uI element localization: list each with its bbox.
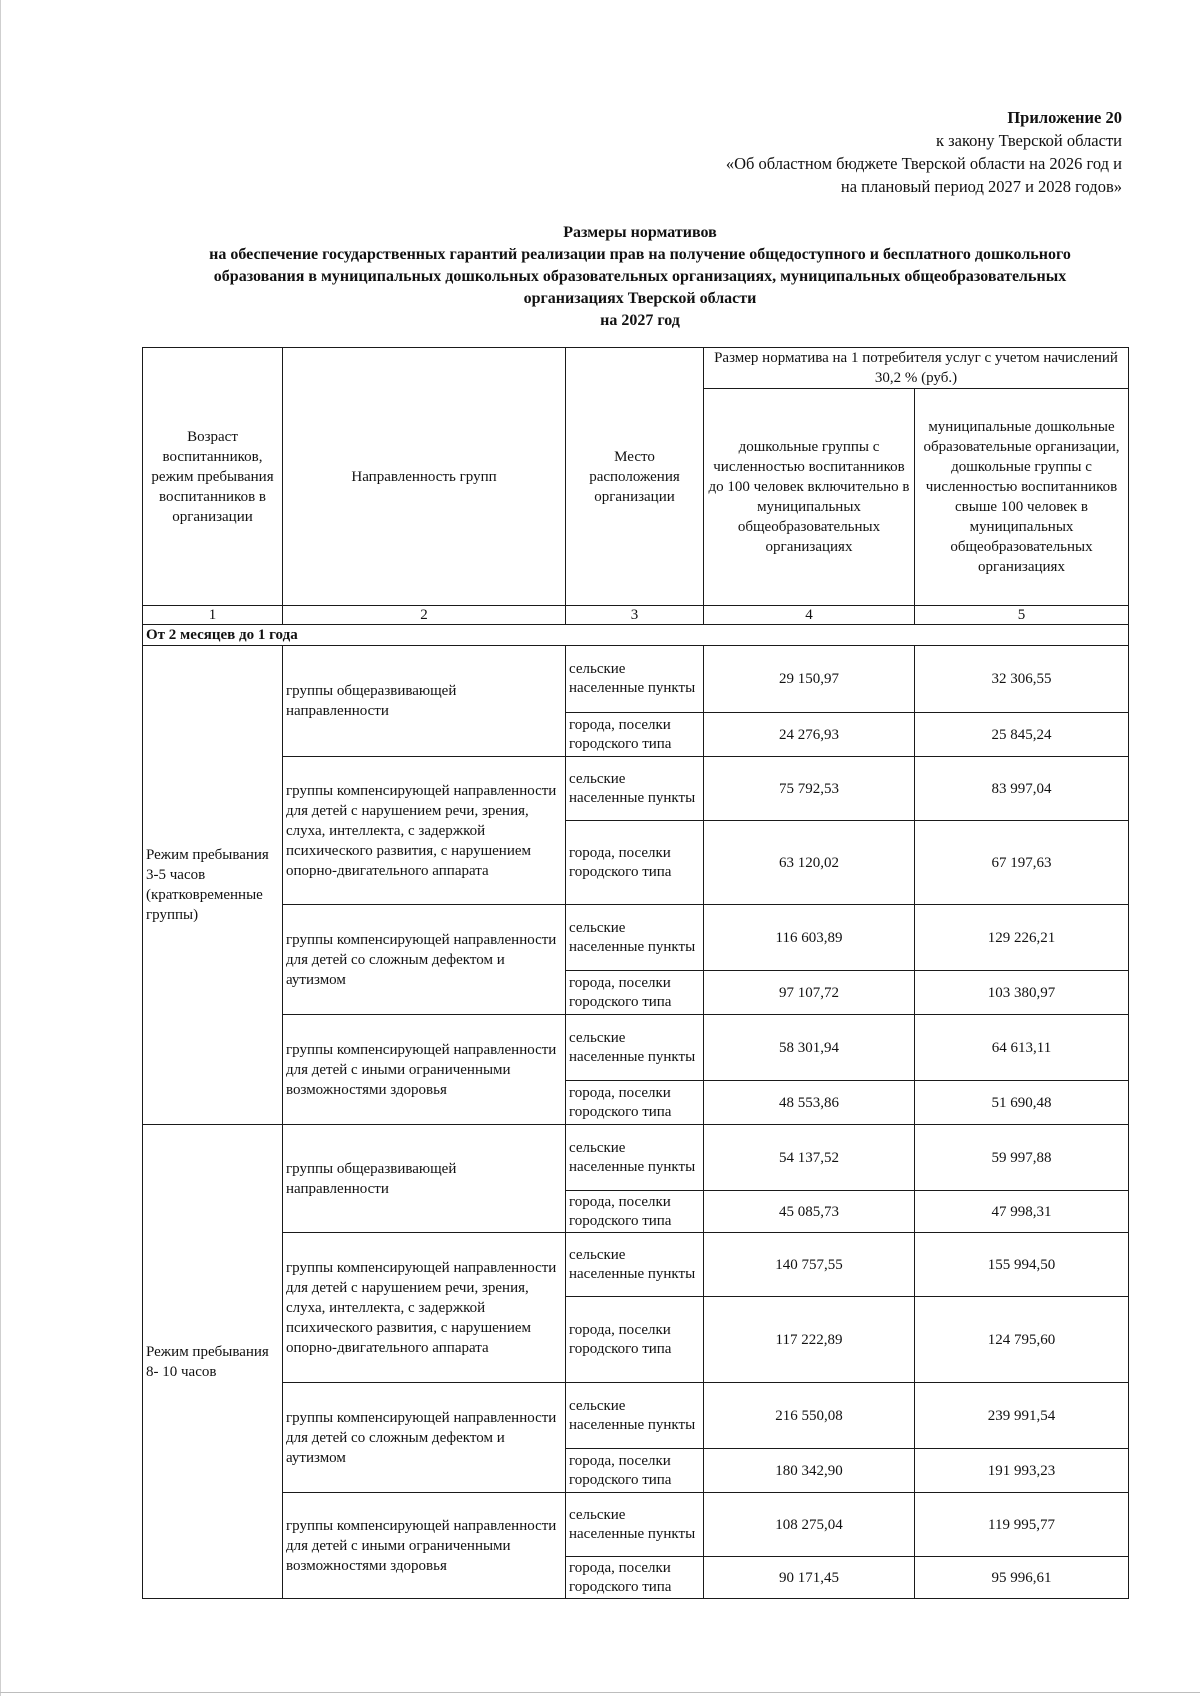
value-cell: 67 197,63 [915, 821, 1129, 905]
value-cell: 83 997,04 [915, 757, 1129, 821]
place-rural: сельские населенные пункты [566, 905, 704, 971]
value-cell: 95 996,61 [915, 1557, 1129, 1599]
place-rural: сельские населенные пункты [566, 1015, 704, 1081]
place-rural: сельские населенные пункты [566, 1383, 704, 1449]
title-line-1: Размеры нормативов [563, 224, 717, 241]
value-cell: 239 991,54 [915, 1383, 1129, 1449]
table-row [143, 1233, 1129, 1297]
group-autism: группы компенсирующей направленности для детей со сложным дефектом и аутизмом [283, 1383, 566, 1493]
mode-short: Режим пребывания 3-5 часов (кратковременные группы) [143, 646, 283, 1125]
table-row [143, 646, 1129, 713]
value-cell: 129 226,21 [915, 905, 1129, 971]
title-line-4: организациях Тверской области [523, 290, 757, 307]
place-urban: города, поселки городского типа [566, 1297, 704, 1383]
column-numbers-row [143, 606, 1129, 625]
col-number: 1 [143, 606, 283, 625]
value-cell: 29 150,97 [704, 646, 915, 713]
value-cell: 25 845,24 [915, 713, 1129, 757]
value-cell: 90 171,45 [704, 1557, 915, 1599]
value-cell: 140 757,55 [704, 1233, 915, 1297]
appendix-title: Приложение 20 [1007, 108, 1122, 127]
value-cell: 108 275,04 [704, 1493, 915, 1557]
document-title [140, 222, 1140, 332]
place-urban: города, поселки городского типа [566, 1191, 704, 1233]
header-col4: дошкольные группы с численностью воспитанников до 100 человек включительно в муниципальных общеобразовательных организациях [704, 389, 915, 606]
scan-edge-left [0, 0, 1, 1696]
group-other: группы компенсирующей направленности для детей с иными ограниченными возможностями здоровья [283, 1015, 566, 1125]
value-cell: 24 276,93 [704, 713, 915, 757]
header-direction: Направленность групп [283, 348, 566, 606]
value-cell: 32 306,55 [915, 646, 1129, 713]
place-urban: города, поселки городского типа [566, 821, 704, 905]
col-number: 2 [283, 606, 566, 625]
table-row [143, 905, 1129, 971]
value-cell: 97 107,72 [704, 971, 915, 1015]
group-general: группы общеразвивающей направленности [283, 646, 566, 757]
place-urban: города, поселки городского типа [566, 713, 704, 757]
header-col5: муниципальные дошкольные образовательные организации, дошкольные группы с численностью воспитанников свыше 100 человек в муниципальных общеобразовательных организациях [915, 389, 1129, 606]
appendix-line-1: к закону Тверской области [935, 131, 1122, 150]
value-cell: 180 342,90 [704, 1449, 915, 1493]
mode-full: Режим пребывания 8- 10 часов [143, 1125, 283, 1599]
place-rural: сельские населенные пункты [566, 757, 704, 821]
table-row [143, 1125, 1129, 1191]
appendix-line-2: «Об областном бюджете Тверской области на 2026 год и [725, 154, 1122, 173]
value-cell: 58 301,94 [704, 1015, 915, 1081]
header-place: Место расположения организации [566, 348, 704, 606]
place-urban: города, поселки городского типа [566, 971, 704, 1015]
value-cell: 117 222,89 [704, 1297, 915, 1383]
place-urban: города, поселки городского типа [566, 1081, 704, 1125]
value-cell: 103 380,97 [915, 971, 1129, 1015]
value-cell: 64 613,11 [915, 1015, 1129, 1081]
col-number: 4 [704, 606, 915, 625]
table-row [143, 757, 1129, 821]
group-speech: группы компенсирующей направленности для детей с нарушением речи, зрения, слуха, интеллекта, с задержкой психического развития, с нарушением опорно-двигательного аппарата [283, 757, 566, 905]
value-cell: 54 137,52 [704, 1125, 915, 1191]
group-general: группы общеразвивающей направленности [283, 1125, 566, 1233]
group-speech: группы компенсирующей направленности для детей с нарушением речи, зрения, слуха, интеллекта, с задержкой психического развития, с нарушением опорно-двигательного аппарата [283, 1233, 566, 1383]
section-title: От 2 месяцев до 1 года [143, 625, 1129, 646]
col-number: 3 [566, 606, 704, 625]
value-cell: 51 690,48 [915, 1081, 1129, 1125]
value-cell: 124 795,60 [915, 1297, 1129, 1383]
value-cell: 47 998,31 [915, 1191, 1129, 1233]
value-cell: 45 085,73 [704, 1191, 915, 1233]
appendix-header [562, 106, 1122, 198]
place-urban: города, поселки городского типа [566, 1557, 704, 1599]
value-cell: 75 792,53 [704, 757, 915, 821]
value-cell: 155 994,50 [915, 1233, 1129, 1297]
norms-table [142, 347, 1129, 1599]
appendix-line-3: на плановый период 2027 и 2028 годов» [840, 177, 1122, 196]
value-cell: 116 603,89 [704, 905, 915, 971]
group-autism: группы компенсирующей направленности для детей со сложным дефектом и аутизмом [283, 905, 566, 1015]
place-rural: сельские населенные пункты [566, 1233, 704, 1297]
value-cell: 216 550,08 [704, 1383, 915, 1449]
table-row [143, 1015, 1129, 1081]
place-rural: сельские населенные пункты [566, 646, 704, 713]
value-cell: 59 997,88 [915, 1125, 1129, 1191]
section-row [143, 625, 1129, 646]
value-cell: 191 993,23 [915, 1449, 1129, 1493]
title-line-5: на 2027 год [600, 312, 680, 329]
header-age: Возраст воспитанников, режим пребывания воспитанников в организации [143, 348, 283, 606]
place-rural: сельские населенные пункты [566, 1493, 704, 1557]
value-cell: 63 120,02 [704, 821, 915, 905]
header-norm: Размер норматива на 1 потребителя услуг с учетом начислений 30,2 % (руб.) [704, 348, 1129, 389]
group-other: группы компенсирующей направленности для детей с иными ограниченными возможностями здоровья [283, 1493, 566, 1599]
col-number: 5 [915, 606, 1129, 625]
scan-edge-bottom [0, 1692, 1200, 1693]
table-row [143, 1493, 1129, 1557]
value-cell: 48 553,86 [704, 1081, 915, 1125]
value-cell: 119 995,77 [915, 1493, 1129, 1557]
title-line-2: на обеспечение государственных гарантий реализации прав на получение общедоступного и бесплатного дошкольного [209, 246, 1071, 263]
place-rural: сельские населенные пункты [566, 1125, 704, 1191]
header-row-1 [143, 348, 1129, 389]
title-line-3: образования в муниципальных дошкольных образовательных организациях, муниципальных общеобразовательных [213, 268, 1067, 285]
table-row [143, 1383, 1129, 1449]
place-urban: города, поселки городского типа [566, 1449, 704, 1493]
